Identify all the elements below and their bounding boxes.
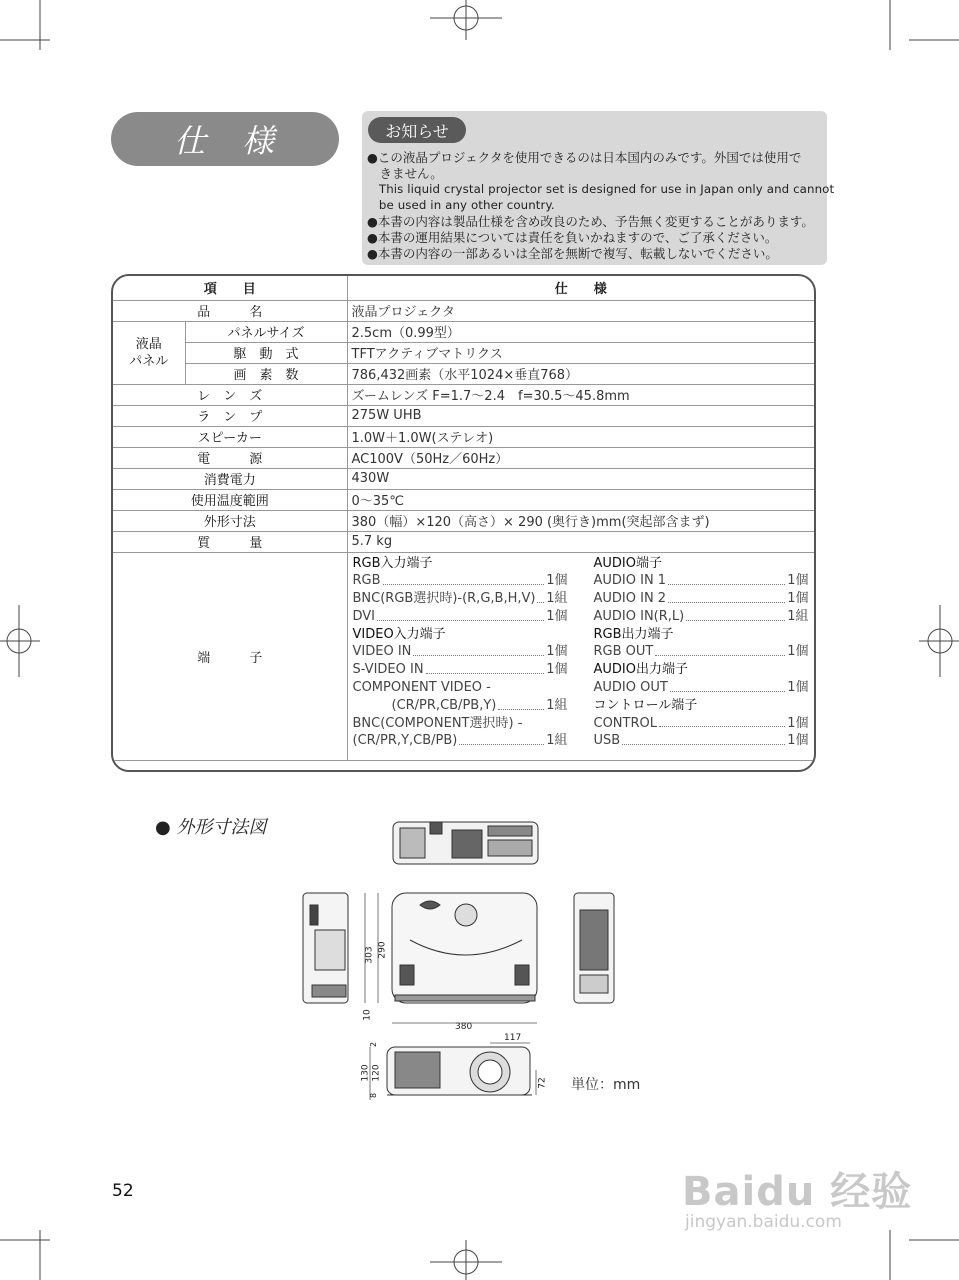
notice-line: ●本書の内容は製品仕様を含め改良のため、予告無く変更することがあります。 <box>367 214 814 229</box>
leader-dots <box>537 590 544 603</box>
spec-value: 430W <box>347 468 814 489</box>
terminal-name: BNC(RGB選択時)-(R,G,B,H,V) <box>352 591 536 607</box>
header-item: 項 目 <box>113 276 347 300</box>
terminal-heading <box>594 555 809 573</box>
terminal-row <box>353 732 568 750</box>
terminal-qty: 1組 <box>546 591 568 607</box>
leader-dots <box>498 697 544 710</box>
terminal-qty: 1個 <box>787 733 809 749</box>
terminal-text: BNC(COMPONENT選択時) - <box>352 715 523 731</box>
leader-dots <box>377 608 544 621</box>
terminal-text <box>353 679 568 697</box>
dim-label: 8 <box>369 1092 379 1099</box>
spec-value: ズームレンズ F=1.7〜2.4 f=30.5〜45.8mm <box>347 384 814 405</box>
terminal-text: VIDEO入力端子 <box>352 626 446 642</box>
spec-value: 786,432画素（水平1024×垂直768） <box>347 363 814 384</box>
dim-label: 120 <box>371 1064 382 1082</box>
leader-dots <box>383 572 545 585</box>
top-view-drawing <box>392 893 537 1003</box>
group-label <box>113 321 185 384</box>
spec-table <box>113 276 814 761</box>
notice-line: きません。 <box>367 166 443 181</box>
terminal-qty: 1個 <box>787 644 809 660</box>
notice-tag: お知らせ <box>368 117 466 143</box>
spec-label: 質 量 <box>113 531 347 552</box>
terminal-qty: 1組 <box>546 697 568 713</box>
group-label-line: パネル <box>129 353 169 369</box>
dim-label: 72 <box>537 1077 548 1089</box>
terminal-name: RGB <box>352 573 381 589</box>
leader-dots <box>622 732 785 745</box>
terminal-qty: 1組 <box>546 733 568 749</box>
right-side-view-drawing <box>574 893 614 1003</box>
spec-label: 画 素 数 <box>185 363 347 384</box>
terminal-row <box>353 661 568 679</box>
terminal-qty: 1個 <box>787 591 809 607</box>
terminal-name: AUDIO IN 1 <box>593 573 667 589</box>
terminal-name: DVI <box>352 608 376 624</box>
terminal-qty: 1個 <box>546 644 568 660</box>
terminal-text: コントロール端子 <box>593 697 698 713</box>
dim-label: 380 <box>455 1022 473 1032</box>
terminal-row <box>594 679 809 697</box>
dim-label: 130 <box>360 1064 371 1082</box>
terminal-qty: 1個 <box>546 608 568 624</box>
spec-label: 駆 動 式 <box>185 342 347 363</box>
notice-line: ●本書の内容の一部あるいは全部を無断で複写、転載しないでください。 <box>367 246 778 261</box>
terminal-row <box>594 590 809 608</box>
terminal-name: AUDIO IN 2 <box>593 591 667 607</box>
leader-dots <box>426 661 545 674</box>
spec-label: スピーカー <box>113 426 347 447</box>
notice-line: ●この液晶プロジェクタを使用できるのは日本国内のみです。外国では使用で <box>367 150 802 165</box>
dim-label: 117 <box>504 1033 522 1043</box>
terminals-label: 端 子 <box>113 552 347 760</box>
leader-dots <box>670 679 785 692</box>
spec-value: 液晶プロジェクタ <box>347 300 814 321</box>
notice-line: ●本書の運用結果については責任を負いかねますので、ご了承ください。 <box>367 230 778 245</box>
terminal-row <box>594 572 809 590</box>
terminal-text <box>353 715 568 733</box>
dim-label: 303 <box>364 946 375 964</box>
terminal-text: RGB入力端子 <box>352 555 433 571</box>
terminal-row <box>353 572 568 590</box>
spec-label: パネルサイズ <box>185 321 347 342</box>
terminal-qty: 1個 <box>787 680 809 696</box>
leader-dots <box>659 715 785 728</box>
terminal-name: CONTROL <box>593 715 657 731</box>
notice-line: be used in any other country. <box>367 198 555 212</box>
dim-label: 10 <box>362 1009 373 1021</box>
terminals-right <box>594 555 809 751</box>
terminals-left <box>353 555 568 751</box>
spec-value: 5.7 kg <box>347 531 814 552</box>
terminal-row <box>594 732 809 750</box>
terminal-name: (CR/PR,Y,CB/PB) <box>352 733 458 749</box>
watermark-url: jingyan.baidu.com <box>685 1212 842 1232</box>
notice-line: This liquid crystal projector set is designed for use in Japan only and cannot <box>367 182 835 196</box>
spec-label: ラ ン プ <box>113 405 347 426</box>
terminal-name: VIDEO IN <box>352 644 412 660</box>
spec-value: 1.0W＋1.0W(ステレオ) <box>347 426 814 447</box>
terminal-name: AUDIO IN(R,L) <box>593 608 685 624</box>
terminal-row <box>594 715 809 733</box>
spec-value: TFTアクティブマトリクス <box>347 342 814 363</box>
rear-view-drawing <box>393 822 538 864</box>
spec-label: 電 源 <box>113 447 347 468</box>
dimension-title: ● 外形寸法図 <box>155 817 267 838</box>
projector-drawings <box>295 815 655 1115</box>
terminal-qty: 1個 <box>546 662 568 678</box>
terminal-row <box>594 608 809 626</box>
spec-label: レ ン ズ <box>113 384 347 405</box>
unit-label: 単位：mm <box>571 1077 641 1093</box>
terminal-qty: 1個 <box>787 715 809 731</box>
watermark-logo: Baidu 经验 <box>682 1169 913 1215</box>
spec-label: 使用温度範囲 <box>113 489 347 510</box>
terminal-name: S-VIDEO IN <box>352 662 424 678</box>
terminal-row <box>353 643 568 661</box>
terminal-row <box>594 643 809 661</box>
leader-dots <box>668 572 785 585</box>
spec-table-frame <box>111 274 816 772</box>
terminal-heading <box>594 697 809 715</box>
terminal-heading <box>594 661 809 679</box>
terminal-name: USB <box>593 733 621 749</box>
spec-value: 0〜35℃ <box>347 489 814 510</box>
spec-value: 380（幅）×120（高さ）× 290 (奥行き)mm(突起部含まず) <box>347 510 814 531</box>
terminal-heading <box>353 555 568 573</box>
terminal-qty: 1組 <box>787 608 809 624</box>
page-number: 52 <box>112 1181 134 1201</box>
terminal-qty: 1個 <box>787 573 809 589</box>
front-view-drawing <box>387 1047 532 1095</box>
terminal-text: AUDIO端子 <box>593 555 662 571</box>
leader-dots <box>686 608 785 621</box>
spec-value: 275W UHB <box>347 405 814 426</box>
terminal-name: RGB OUT <box>593 644 654 660</box>
terminal-text: RGB出力端子 <box>593 626 674 642</box>
terminal-row <box>353 697 568 715</box>
spec-label: 外形寸法 <box>113 510 347 531</box>
terminal-row <box>353 608 568 626</box>
terminal-row <box>353 590 568 608</box>
left-side-view-drawing <box>303 893 348 1003</box>
dim-label: 2 <box>369 1041 379 1048</box>
leader-dots <box>668 590 785 603</box>
leader-dots <box>459 732 544 745</box>
spec-label: 品 名 <box>113 300 347 321</box>
leader-dots <box>655 643 785 656</box>
page-title: 仕 様 <box>111 112 339 166</box>
dim-label: 290 <box>377 941 388 959</box>
terminal-text: COMPONENT VIDEO - <box>352 680 491 696</box>
spec-value: 2.5cm（0.99型） <box>347 321 814 342</box>
header-spec: 仕 様 <box>347 276 814 300</box>
terminal-name: AUDIO OUT <box>593 680 668 696</box>
spec-value: AC100V（50Hz／60Hz） <box>347 447 814 468</box>
leader-dots <box>413 643 544 656</box>
terminal-qty: 1個 <box>546 573 568 589</box>
terminals-cell <box>347 552 814 760</box>
terminal-name: (CR/PR,CB/PB,Y) <box>352 697 497 713</box>
terminal-heading <box>353 626 568 644</box>
terminal-text: AUDIO出力端子 <box>593 662 688 678</box>
spec-label: 消費電力 <box>113 468 347 489</box>
group-label-line: 液晶 <box>135 336 162 352</box>
terminal-heading <box>594 626 809 644</box>
